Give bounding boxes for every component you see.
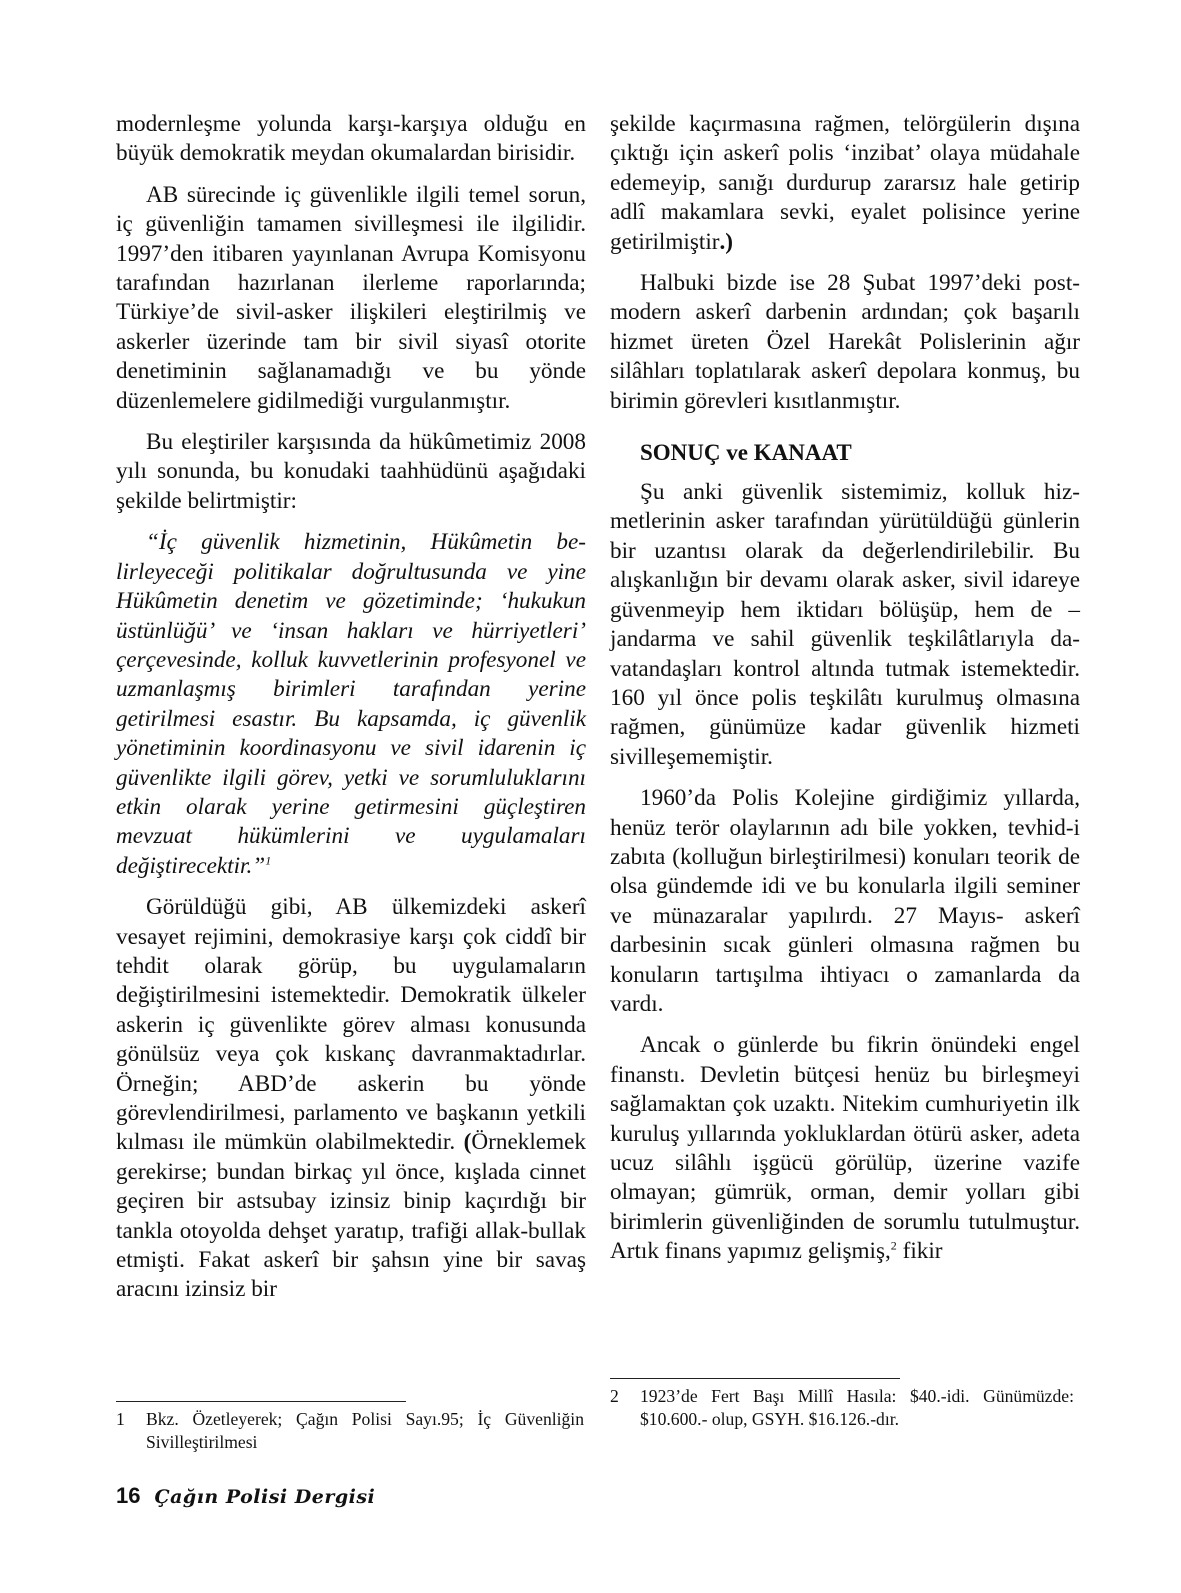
paragraph-text: şekilde kaçırmasına rağmen, telörgülerin dışına çıktığı için askerî polis ‘inzibat’ olaya müdahale edemeyip, sanığı durdurup zararsız hale getirip adlî makamlara sevki, eyalet polisince yerine getirilmiştir xyxy=(610,111,1080,255)
section-heading: SONUÇ ve KANAAT xyxy=(640,440,852,466)
paragraph-text: Ancak o günlerde bu fikrin önündeki engel finanstı. Devletin bütçesi henüz bu birleşmeyi sağlamaktan çok uzaktı. Nitekim cumhuriyetin ilk kuruluş yıllarında yokluklardan ötürü asker, adeta ucuz silâhlı işgücü görülüp, üzerine vazife olmayan; gümrük, orman, demir yolları gibi birimlerin güvenliğinden de sorumlu tutulmuştur. Artık finans yapımız gelişmiş, xyxy=(610,1032,1080,1265)
paragraph xyxy=(116,893,586,1305)
footnote-ref: 2 xyxy=(890,1238,897,1253)
page-number: 16 xyxy=(116,1483,141,1508)
page-footer xyxy=(116,1483,375,1513)
quote-text: “İç güvenlik hizmetinin, Hükûmetin belirleyeceği politikalar doğrultusunda ve yine Hükûmetin denetim ve gözetiminde; ‘hukukun üstünlüğü’ ve ‘insan hakları ve hürriyetleri’ çerçevesinde, kolluk kuvvetlerinin profesyonel ve uzmanlaşmış birimleri tarafından yerine getirilmesi esastır. Bu kapsamda, iç güvenlik yönetiminin koordinasyonu ve sivil idarenin iç güvenlikte ilgili görev, yetki ve sorumluluklarını etkin olarak yerine getirmesini güçleştiren mevzuat hükümlerini ve uygulamaları değiştirecektir.” xyxy=(116,529,586,879)
paragraph-text-end: fikir xyxy=(896,1238,943,1265)
footnote-number: 1 xyxy=(116,1409,125,1429)
footnote-1 xyxy=(116,1408,584,1454)
paragraph: modernleşme yolunda karşı-karşıya olduğu en büyük demokratik meydan okumalardan birisidir. xyxy=(116,111,586,167)
paragraph xyxy=(610,110,1080,257)
footnote-number: 2 xyxy=(610,1386,619,1406)
left-column xyxy=(116,110,586,1317)
paragraph-text: Görüldüğü gibi, AB ülkemizdeki askerî vesayet rejimini, demokrasiye karşı çok ciddî bir tehdit olarak görüp, bu uygulamaların değiştirilmesini istemektedir. Demokratik ülkeler askerin iç güvenlikte görev alması konusunda gönülsüz veya çok kıskanç davranmaktadırlar. Örneğin; ABD’de askerin bu yönde görevlendirilmesi, parlamento ve başkanın yetkili kılması ile mümkün olabilmektedir. xyxy=(116,894,586,1156)
paragraph: Halbuki bizde ise 28 Şubat 1997’deki post-modern askerî darbenin ardından; çok başarılı hizmet üreten Özel Harekât Polislerinin ağır silâhları toplatılarak askerî depolara konmuş, bu birimin görevleri kısıtlanmıştır. xyxy=(610,270,1080,414)
right-column xyxy=(610,110,1080,1279)
footnote-text: Bkz. Özetleyerek; Çağın Polisi Sayı.95; İç Güvenliğin Sivilleştirilmesi xyxy=(146,1409,584,1452)
paragraph-text-cont: Örneklemek gerekirse; bundan birkaç yıl önce, kışlada cinnet geçiren bir astsubay izinsiz binip kaçırdığı bir tankla otoyolda dehşet yaratıp, trafiği allak-bullak etmişti. Fakat askerî bir şahsın yine bir savaş aracını izinsiz bir xyxy=(116,1129,587,1303)
paren-open: ( xyxy=(463,1129,472,1156)
footnote-ref: 1 xyxy=(265,853,272,868)
block-quote xyxy=(116,528,586,881)
footnote-text: 1923’de Fert Başı Millî Hasıla: $40.-idi. Günümüzde: $10.600.- olup, GSYH. $16.126.-dır. xyxy=(640,1386,1074,1429)
paragraph: 1960’da Polis Kolejine girdiğimiz yıllarda, henüz terör olaylarının adı bile yokken, tevhid-i zabıta (kolluğun birleştirilmesi) konuları teorik de olsa gündemde idi ve bu konularla ilgili seminer ve münazaralar yapılırdı. 27 Mayıs- askerî darbesinin sıcak günleri olmasına rağmen bu konuların tartışılma ihtiyacı o zamanlarda da vardı. xyxy=(610,785,1080,1017)
footnote-rule-right xyxy=(610,1378,900,1379)
paren-close: .) xyxy=(719,228,734,255)
paragraph: Şu anki güvenlik sistemimiz, kolluk hizmetlerinin asker tarafından yürütüldüğü günlerin bir uzantısı olarak da değerlendirilebilir. Bu alışkanlığın bir devamı olarak asker, sivil idareye güvenmeyip hem iktidarı bölüşüp, hem de –jandarma ve sahil güvenlik teşkilâtlarıyla da- vatandaşları kontrol altında tutmak istemektedir. 160 yıl önce polis teşkilâtı kurulmuş olmasına rağmen, günümüze kadar güvenlik hizmeti sivilleşememiştir. xyxy=(610,479,1080,770)
footnote-2 xyxy=(610,1385,1074,1431)
paragraph xyxy=(610,1031,1080,1266)
footnote-rule-left xyxy=(116,1401,406,1402)
paragraph: Bu eleştiriler karşısında da hükûmetimiz 2008 yılı sonunda, bu konudaki taahhüdünü aşağıdaki şekilde belirtmiştir: xyxy=(116,429,586,514)
paragraph: AB sürecinde iç güvenlikle ilgili temel sorun, iç güvenliğin tamamen sivilleşmesi ile ilgilidir. 1997’den itibaren yayınlanan Avrupa Komisyonu tarafından hazırlanan ilerleme raporlarında; Türkiye’de sivil-asker ilişkileri eleştirilmiş ve askerler üzerinde tam bir sivil siyasî otorite denetiminin sağlanamadığı ve bu yönde düzenlemelere gidilmediği vurgulanmıştır. xyxy=(116,181,586,414)
magazine-name: Çağın Polisi Dergisi xyxy=(154,1486,376,1508)
